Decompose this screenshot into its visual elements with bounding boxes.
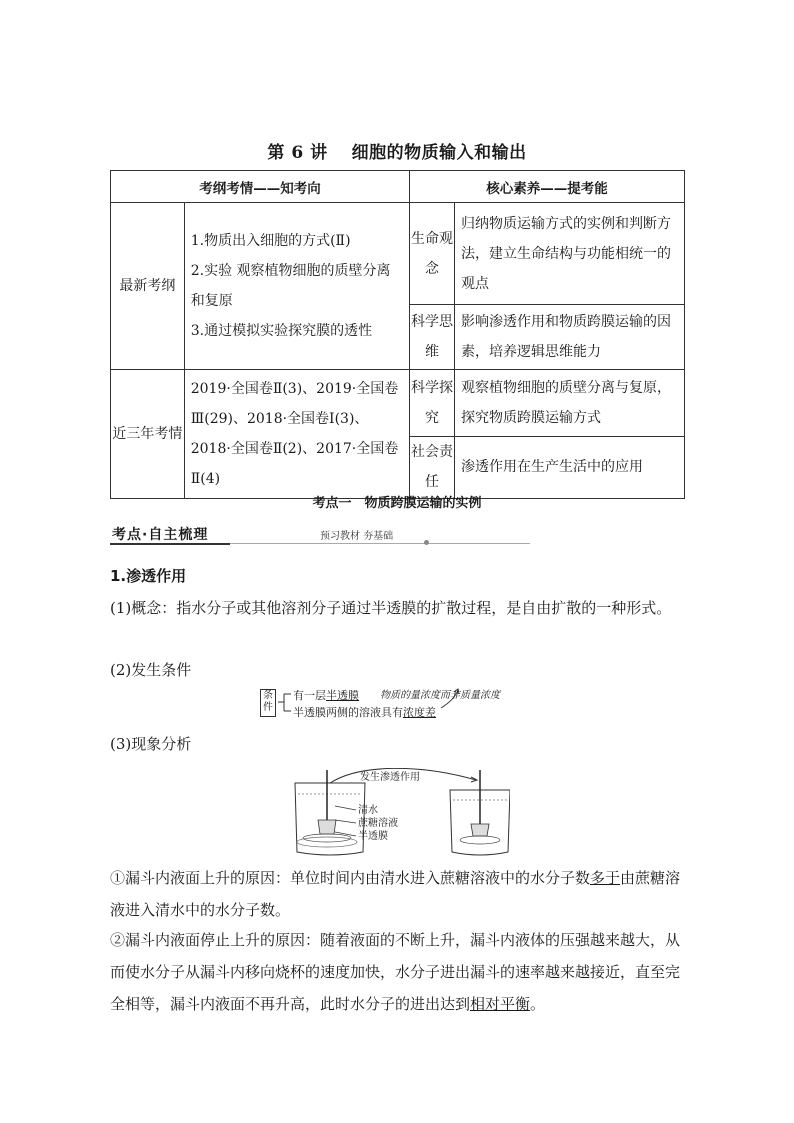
header-right: 核心素养——提考能 — [410, 171, 685, 203]
banner-hint: 预习教材 夯基础 — [320, 531, 394, 542]
syllabus-item: 2.实验 观察植物细胞的质壁分离和复原 — [190, 263, 391, 309]
paragraph-stop: ②漏斗内液面停止上升的原因：随着液面的不断上升，漏斗内液体的压强越来越大，从而使水分子从漏斗内移向烧杯的速度加快，水分子进出漏斗的速率越来越接近，直至完全相等，漏斗内液面不再升高，此时水分子的进出达到相对平衡。 — [110, 931, 681, 1013]
label-sucrose: 蔗糖溶液 — [358, 818, 398, 829]
syllabus-item: 3.通过模拟实验探究膜的透性 — [190, 323, 373, 339]
condition-title: (2)发生条件 — [110, 661, 192, 679]
condition-box: 条件 — [260, 689, 276, 717]
literacy-desc: 观察植物细胞的质壁分离与复原，探究物质跨膜运输方式 — [455, 370, 685, 437]
lecture-topic: 细胞的物质输入和输出 — [351, 143, 527, 163]
paragraph-concept: (1)概念：指水分子或其他溶剂分子通过半透膜的扩散过程，是自由扩散的一种形式。 — [110, 599, 672, 617]
syllabus-table — [110, 170, 685, 499]
syllabus-item: 1.物质出入细胞的方式(Ⅱ) — [190, 233, 351, 249]
figure-labels — [358, 804, 398, 843]
literacy-name: 科学探究 — [410, 370, 455, 437]
literacy-desc: 归纳物质运输方式的实例和判断方法，建立生命结构与功能相统一的观点 — [455, 203, 685, 305]
row-label-exams: 近三年考情 — [111, 370, 185, 499]
literacy-desc: 影响渗透作用和物质跨膜运输的因素，培养逻辑思维能力 — [455, 305, 685, 370]
banner-dot — [424, 540, 429, 545]
banner-rule — [230, 543, 530, 544]
literacy-desc: 渗透作用在生产生活中的应用 — [455, 436, 685, 498]
condition-diagram — [258, 686, 548, 720]
section-banner — [110, 523, 430, 545]
label-membrane: 半透膜 — [358, 831, 388, 842]
page-title — [0, 138, 794, 163]
literacy-name: 社会责任 — [410, 436, 455, 498]
row-label-syllabus: 最新考纲 — [111, 203, 185, 370]
condition-1: 有一层半透膜 — [293, 689, 359, 702]
banner-label: 考点·自主梳理 — [112, 527, 209, 543]
literacy-name: 生命观念 — [410, 203, 455, 305]
paragraph-rise: ①漏斗内液面上升的原因：单位时间内由清水进入蔗糖溶液中的水分子数多于由蔗糖溶液进入清水中的水分子数。 — [110, 869, 681, 919]
condition-2: 半透膜两侧的溶液具有浓度差 — [293, 706, 436, 719]
banner-underline — [110, 543, 230, 545]
osmosis-figure — [290, 768, 510, 858]
heading-osmosis: 1.渗透作用 — [110, 567, 187, 585]
syllabus-items — [184, 203, 409, 370]
literacy-name: 科学思维 — [410, 305, 455, 370]
condition-note: 物质的量浓度而非质量浓度 — [380, 690, 500, 701]
figure-arrow-label: 发生渗透作用 — [360, 772, 420, 783]
section-title: 考点一 物质跨膜运输的实例 — [312, 496, 482, 511]
lecture-number: 第 6 讲 — [267, 143, 328, 163]
phenomenon-title: (3)现象分析 — [110, 735, 192, 753]
label-water: 清水 — [358, 805, 378, 816]
header-left: 考纲考情——知考向 — [111, 171, 410, 203]
exam-history: 2019·全国卷Ⅱ(3)、2019·全国卷Ⅲ(29)、2018·全国卷Ⅰ(3)、2018·全国卷Ⅱ(2)、2017·全国卷Ⅱ(4) — [184, 370, 409, 499]
